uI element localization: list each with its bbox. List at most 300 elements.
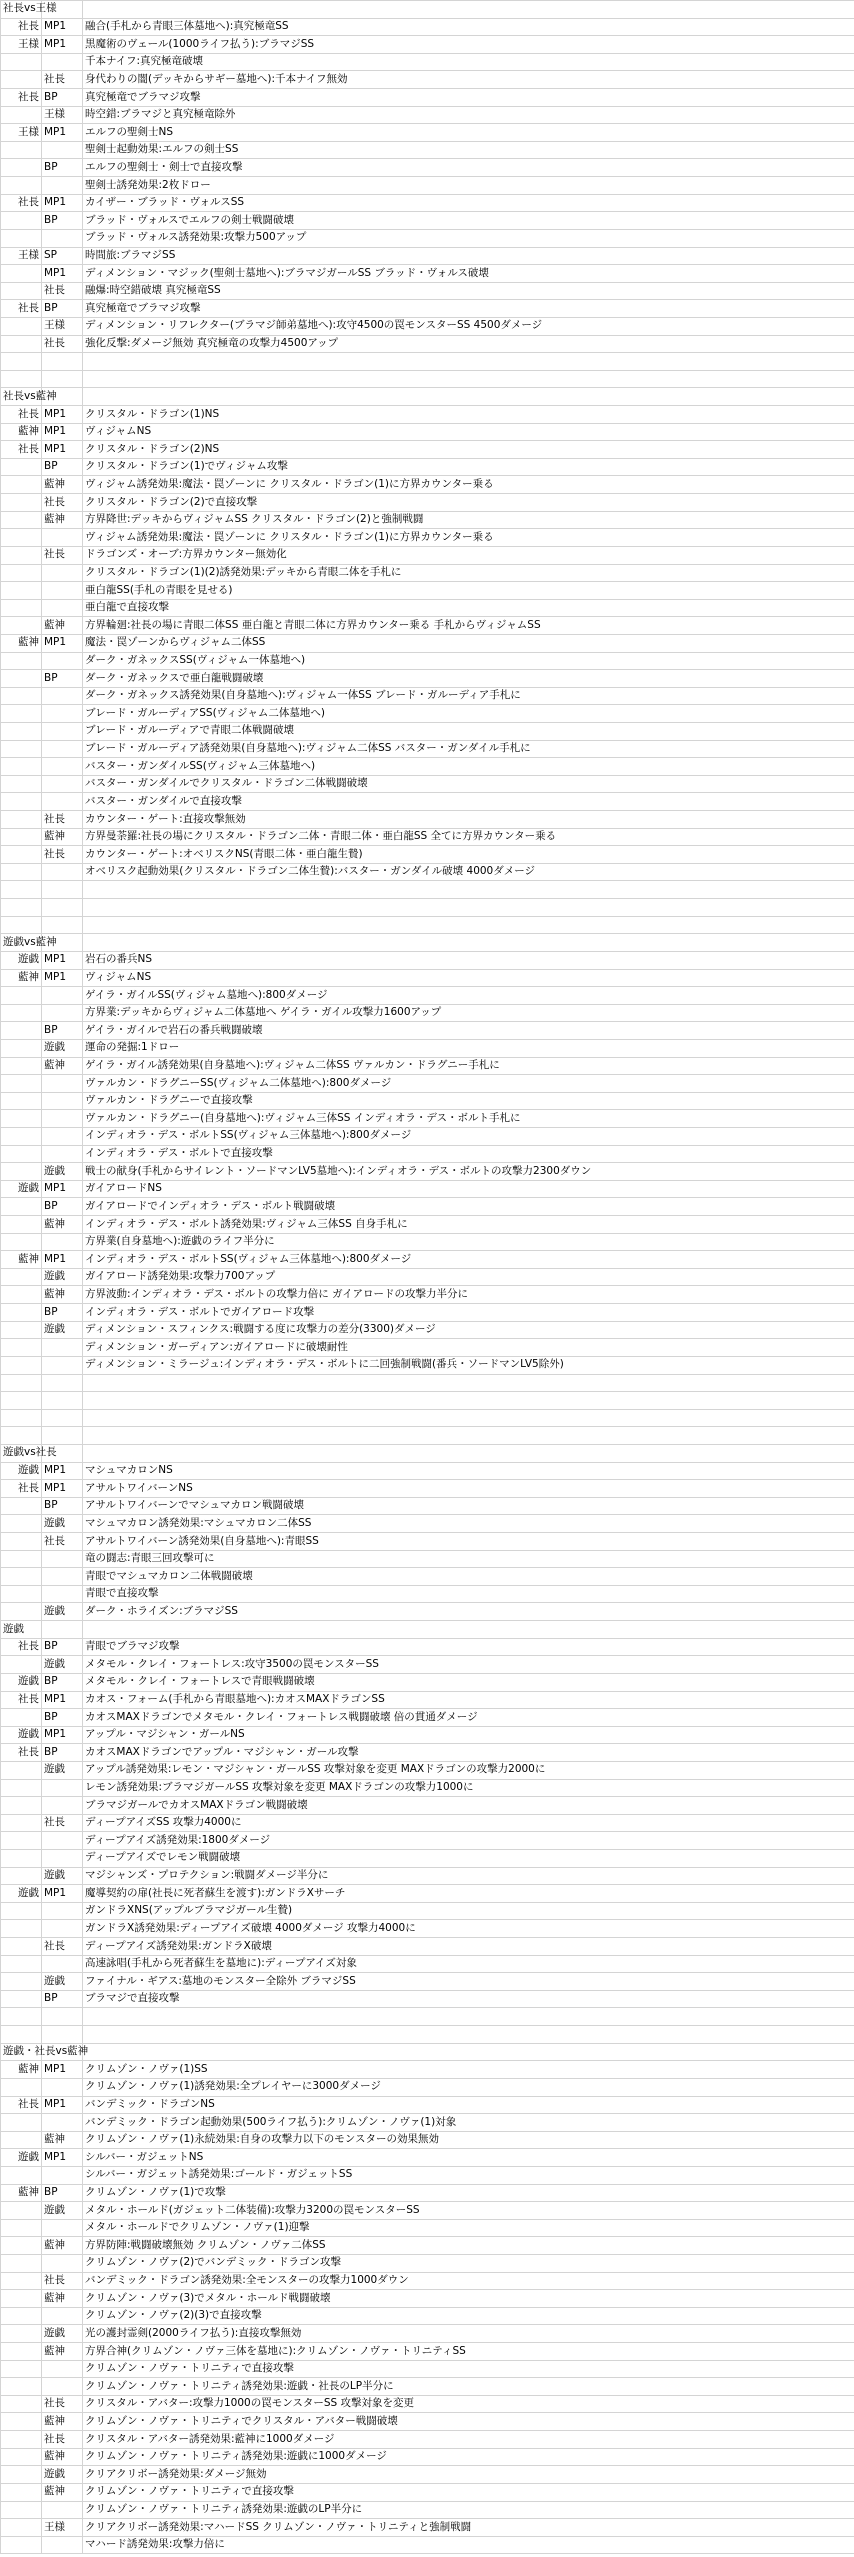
player-cell[interactable]: 社長 — [1, 1480, 42, 1498]
action-cell[interactable]: ゲイラ・ガイル誘発効果(自身墓地へ):ヴィジャム二体SS ヴァルカン・ドラグニー手札に — [83, 1057, 854, 1075]
phase-cell[interactable]: MP1 — [42, 36, 83, 54]
phase-cell[interactable]: MP1 — [42, 1251, 83, 1269]
player-cell[interactable] — [1, 2413, 42, 2431]
action-cell[interactable]: 岩石の番兵NS — [83, 951, 854, 969]
action-cell[interactable]: クリスタル・ドラゴン(2)NS — [83, 441, 854, 459]
player-cell[interactable]: 藍神 — [1, 634, 42, 652]
action-cell[interactable]: ダーク・ホライズン:ブラマジSS — [83, 1603, 854, 1621]
phase-cell[interactable] — [42, 2501, 83, 2519]
phase-cell[interactable]: 遊戯 — [42, 1515, 83, 1533]
action-cell[interactable]: マシュマカロンNS — [83, 1462, 854, 1480]
player-cell[interactable]: 社長 — [1, 194, 42, 212]
phase-cell[interactable] — [42, 1356, 83, 1374]
action-cell[interactable]: メタモル・クレイ・フォートレス:攻守3500の罠モンスターSS — [83, 1656, 854, 1674]
phase-cell[interactable]: 遊戯 — [42, 2202, 83, 2220]
player-cell[interactable] — [1, 2448, 42, 2466]
player-cell[interactable]: 藍神 — [1, 423, 42, 441]
player-cell[interactable]: 社長vs王様 — [1, 1, 42, 19]
player-cell[interactable] — [1, 722, 42, 740]
phase-cell[interactable]: 社長 — [42, 811, 83, 829]
action-cell[interactable]: クリムゾン・ノヴァ(3)でメタル・ホールド戦闘破壊 — [83, 2290, 854, 2308]
player-cell[interactable] — [1, 1797, 42, 1815]
player-cell[interactable]: 王様 — [1, 36, 42, 54]
player-cell[interactable] — [1, 1515, 42, 1533]
action-cell[interactable]: ダーク・ガネックスSS(ヴィジャム一体墓地へ) — [83, 652, 854, 670]
phase-cell[interactable] — [42, 2255, 83, 2273]
action-cell[interactable]: ディープアイズSS 攻撃力4000に — [83, 1814, 854, 1832]
phase-cell[interactable] — [42, 1233, 83, 1251]
phase-cell[interactable]: MP1 — [42, 265, 83, 283]
player-cell[interactable] — [1, 335, 42, 353]
player-cell[interactable] — [1, 2255, 42, 2273]
player-cell[interactable] — [1, 2307, 42, 2325]
player-cell[interactable] — [1, 564, 42, 582]
player-cell[interactable] — [1, 529, 42, 547]
phase-cell[interactable]: MP1 — [42, 1180, 83, 1198]
phase-cell[interactable]: 社長 — [42, 1814, 83, 1832]
player-cell[interactable] — [1, 828, 42, 846]
player-cell[interactable] — [1, 1216, 42, 1234]
phase-cell[interactable] — [42, 2307, 83, 2325]
player-cell[interactable] — [1, 2166, 42, 2184]
phase-cell[interactable]: MP1 — [42, 441, 83, 459]
action-cell[interactable]: インディオラ・デス・ボルトで直接攻撃 — [83, 1145, 854, 1163]
action-cell[interactable]: シルバー・ガジェット誘発効果:ゴールド・ガジェットSS — [83, 2166, 854, 2184]
player-cell[interactable] — [1, 1585, 42, 1603]
phase-cell[interactable]: 社長 — [42, 2272, 83, 2290]
player-cell[interactable]: 遊戯 — [1, 1726, 42, 1744]
phase-cell[interactable] — [42, 652, 83, 670]
phase-cell[interactable] — [42, 2026, 83, 2044]
player-cell[interactable] — [1, 2395, 42, 2413]
player-cell[interactable] — [1, 1128, 42, 1146]
action-cell[interactable]: ヴィジャム誘発効果:魔法・罠ゾーンに クリスタル・ドラゴン(1)に方界カウンター乗る — [83, 476, 854, 494]
phase-cell[interactable]: 社長 — [42, 546, 83, 564]
action-cell[interactable]: ヴィジャム誘発効果:魔法・罠ゾーンに クリスタル・ドラゴン(1)に方界カウンター乗る — [83, 529, 854, 547]
player-cell[interactable]: 社長 — [1, 300, 42, 318]
action-cell[interactable] — [83, 2008, 854, 2026]
action-cell[interactable]: カオス・フォーム(手札から青眼墓地へ):カオスMAXドラゴンSS — [83, 1691, 854, 1709]
action-cell[interactable]: クリスタル・ドラゴン(2)で直接攻撃 — [83, 494, 854, 512]
player-cell[interactable] — [1, 458, 42, 476]
phase-cell[interactable] — [42, 529, 83, 547]
action-cell[interactable]: 青眼でブラマジ攻撃 — [83, 1638, 854, 1656]
action-cell[interactable]: クリムゾン・ノヴァ(1)SS — [83, 2061, 854, 2079]
player-cell[interactable] — [1, 1004, 42, 1022]
player-cell[interactable] — [1, 1022, 42, 1040]
phase-cell[interactable] — [42, 1427, 83, 1445]
phase-cell[interactable] — [42, 1128, 83, 1146]
action-cell[interactable]: アサルトワイバーンでマシュマカロン戦闘破壊 — [83, 1497, 854, 1515]
action-cell[interactable]: 方界合神(クリムゾン・ノヴァ三体を墓地に):クリムゾン・ノヴァ・トリニティSS — [83, 2343, 854, 2361]
action-cell[interactable]: カオスMAXドラゴンでメタモル・クレイ・フォートレス戦闘破壊 倍の貫通ダメージ — [83, 1709, 854, 1727]
action-cell[interactable]: クリムゾン・ノヴァ(1)誘発効果:全プレイヤーに3000ダメージ — [83, 2078, 854, 2096]
player-cell[interactable] — [1, 1550, 42, 1568]
phase-cell[interactable]: 王様 — [42, 2519, 83, 2537]
player-cell[interactable] — [1, 141, 42, 159]
phase-cell[interactable] — [42, 2008, 83, 2026]
player-cell[interactable] — [1, 1656, 42, 1674]
action-cell[interactable]: メタモル・クレイ・フォートレスで青眼戦闘破壊 — [83, 1673, 854, 1691]
action-cell[interactable]: クリアクリボー誘発効果:マハードSS クリムゾン・ノヴァ・トリニティと強制戦闘 — [83, 2519, 854, 2537]
action-cell[interactable]: 亜白龍SS(手札の青眼を見せる) — [83, 582, 854, 600]
action-cell[interactable]: バスター・ガンダイルSS(ヴィジャム三体墓地へ) — [83, 758, 854, 776]
phase-cell[interactable]: 遊戯 — [42, 1268, 83, 1286]
phase-cell[interactable]: BP — [42, 300, 83, 318]
player-cell[interactable] — [1, 916, 42, 934]
phase-cell[interactable] — [42, 687, 83, 705]
action-cell[interactable]: クリムゾン・ノヴァ(1)永続効果:自身の攻撃力以下のモンスターの効果無効 — [83, 2131, 854, 2149]
player-cell[interactable]: 遊戯 — [1, 1180, 42, 1198]
action-cell[interactable]: クリムゾン・ノヴァ・トリニティで直接攻撃 — [83, 2360, 854, 2378]
phase-cell[interactable]: 社長 — [42, 846, 83, 864]
player-cell[interactable]: 社長 — [1, 1691, 42, 1709]
player-cell[interactable]: 藍神 — [1, 2061, 42, 2079]
player-cell[interactable] — [1, 511, 42, 529]
player-cell[interactable] — [1, 617, 42, 635]
phase-cell[interactable] — [42, 564, 83, 582]
player-cell[interactable]: 社長 — [1, 1638, 42, 1656]
phase-cell[interactable] — [42, 758, 83, 776]
phase-cell[interactable]: 藍神 — [42, 1286, 83, 1304]
action-cell[interactable]: バスター・ガンダイルでクリスタル・ドラゴン二体戦闘破壊 — [83, 775, 854, 793]
player-cell[interactable] — [1, 2202, 42, 2220]
player-cell[interactable] — [1, 1709, 42, 1727]
phase-cell[interactable]: 藍神 — [42, 2343, 83, 2361]
player-cell[interactable] — [1, 846, 42, 864]
action-cell[interactable]: 融合(手札から青眼三体墓地へ):真究極竜SS — [83, 18, 854, 36]
phase-cell[interactable]: MP1 — [42, 18, 83, 36]
phase-cell[interactable]: MP1 — [42, 1480, 83, 1498]
phase-cell[interactable]: BP — [42, 458, 83, 476]
action-cell[interactable]: ゲイラ・ガイルで岩石の番兵戦闘破壊 — [83, 1022, 854, 1040]
action-cell[interactable]: ブレード・ガルーディア誘発効果(自身墓地へ):ヴィジャム二体SS バスター・ガンダイル手札に — [83, 740, 854, 758]
player-cell[interactable]: 社長 — [1, 18, 42, 36]
phase-cell[interactable]: 藍神 — [42, 2131, 83, 2149]
phase-cell[interactable]: MP1 — [42, 2061, 83, 2079]
action-cell[interactable]: ガイアロード誘発効果:攻撃力700アップ — [83, 1268, 854, 1286]
phase-cell[interactable]: MP1 — [42, 2149, 83, 2167]
player-cell[interactable] — [1, 1568, 42, 1586]
action-cell[interactable]: クリスタル・ドラゴン(1)NS — [83, 406, 854, 424]
action-cell[interactable]: エルフの聖剣士NS — [83, 124, 854, 142]
action-cell[interactable]: クリスタル・ドラゴン(1)(2)誘発効果:デッキから青眼二体を手札に — [83, 564, 854, 582]
phase-cell[interactable]: 遊戯 — [42, 1761, 83, 1779]
action-cell[interactable] — [83, 353, 854, 371]
phase-cell[interactable]: MP1 — [42, 1691, 83, 1709]
phase-cell[interactable]: 遊戯 — [42, 2325, 83, 2343]
player-cell[interactable] — [1, 899, 42, 917]
phase-cell[interactable]: BP — [42, 1198, 83, 1216]
phase-cell[interactable] — [42, 740, 83, 758]
player-cell[interactable] — [1, 1867, 42, 1885]
phase-cell[interactable]: MP1 — [42, 423, 83, 441]
action-cell[interactable]: インディオラ・デス・ボルトSS(ヴィジャム三体墓地へ):800ダメージ — [83, 1128, 854, 1146]
action-cell[interactable]: 黒魔術のヴェール(1000ライフ払う):ブラマジSS — [83, 36, 854, 54]
action-cell[interactable] — [83, 916, 854, 934]
player-cell[interactable] — [1, 2272, 42, 2290]
phase-cell[interactable] — [42, 1779, 83, 1797]
action-cell[interactable] — [83, 1392, 854, 1410]
action-cell[interactable] — [83, 881, 854, 899]
action-cell[interactable]: バンデミック・ドラゴン誘発効果:全モンスターの攻撃力1000ダウン — [83, 2272, 854, 2290]
player-cell[interactable] — [1, 2325, 42, 2343]
player-cell[interactable] — [1, 53, 42, 71]
player-cell[interactable] — [1, 1497, 42, 1515]
phase-cell[interactable] — [42, 775, 83, 793]
action-cell[interactable]: 竜の闘志:青眼三回攻撃可に — [83, 1550, 854, 1568]
player-cell[interactable] — [1, 2131, 42, 2149]
action-cell[interactable]: ディメンション・リフレクター(ブラマジ師弟墓地へ):攻守4500の罠モンスターSS 4500ダメージ — [83, 317, 854, 335]
player-cell[interactable] — [1, 2519, 42, 2537]
player-cell[interactable] — [1, 212, 42, 230]
phase-cell[interactable]: BP — [42, 1709, 83, 1727]
action-cell[interactable]: クリムゾン・ノヴァ・トリニティ誘発効果:遊戯・社長のLP半分に — [83, 2378, 854, 2396]
phase-cell[interactable]: 社長 — [42, 71, 83, 89]
player-cell[interactable] — [1, 1603, 42, 1621]
action-cell[interactable]: オベリスク起動効果(クリスタル・ドラゴン二体生贄):バスター・ガンダイル破壊 4000ダメージ — [83, 863, 854, 881]
action-cell[interactable]: アサルトワイバーンNS — [83, 1480, 854, 1498]
phase-cell[interactable] — [42, 1374, 83, 1392]
phase-cell[interactable]: BP — [42, 1304, 83, 1322]
phase-cell[interactable]: 藍神 — [42, 2290, 83, 2308]
player-cell[interactable]: 社長 — [1, 89, 42, 107]
player-cell[interactable] — [1, 758, 42, 776]
player-cell[interactable] — [1, 1779, 42, 1797]
action-cell[interactable] — [83, 2026, 854, 2044]
phase-cell[interactable] — [42, 582, 83, 600]
player-cell[interactable] — [1, 1057, 42, 1075]
phase-cell[interactable] — [42, 353, 83, 371]
action-cell[interactable]: インディオラ・デス・ボルト誘発効果:ヴィジャム三体SS 自身手札に — [83, 1216, 854, 1234]
player-cell[interactable] — [1, 546, 42, 564]
phase-cell[interactable] — [42, 1409, 83, 1427]
phase-cell[interactable] — [42, 1568, 83, 1586]
phase-cell[interactable] — [42, 2536, 83, 2554]
player-cell[interactable]: 社長 — [1, 2096, 42, 2114]
action-cell[interactable]: ディープアイズ誘発効果:ガンドラX破壊 — [83, 1938, 854, 1956]
action-cell[interactable]: ヴィジャムNS — [83, 969, 854, 987]
action-cell[interactable] — [83, 934, 854, 952]
action-cell[interactable]: クリムゾン・ノヴァ(2)(3)で直接攻撃 — [83, 2307, 854, 2325]
action-cell[interactable]: 真究極竜でブラマジ攻撃 — [83, 300, 854, 318]
action-cell[interactable]: ディメンション・ガーディアン:ガイアロードに破壊耐性 — [83, 1339, 854, 1357]
phase-cell[interactable]: 社長 — [42, 1938, 83, 1956]
action-cell[interactable]: ブラマジで直接攻撃 — [83, 1990, 854, 2008]
action-cell[interactable]: 亜白龍で直接攻撃 — [83, 599, 854, 617]
player-cell[interactable] — [1, 1092, 42, 1110]
player-cell[interactable] — [1, 494, 42, 512]
player-cell[interactable] — [1, 1339, 42, 1357]
action-cell[interactable]: クリムゾン・ノヴァ(2)でバンデミック・ドラゴン攻撃 — [83, 2255, 854, 2273]
phase-cell[interactable]: 社長 — [42, 494, 83, 512]
action-cell[interactable]: 方界業(自身墓地へ):遊戯のライフ半分に — [83, 1233, 854, 1251]
phase-cell[interactable] — [42, 141, 83, 159]
player-cell[interactable] — [1, 106, 42, 124]
action-cell[interactable]: バンデミック・ドラゴン起動効果(500ライフ払う):クリムゾン・ノヴァ(1)対象 — [83, 2114, 854, 2132]
player-cell[interactable] — [1, 159, 42, 177]
player-cell[interactable] — [1, 2483, 42, 2501]
action-cell[interactable]: シルバー・ガジェットNS — [83, 2149, 854, 2167]
action-cell[interactable]: 運命の発掘:1ドロー — [83, 1039, 854, 1057]
phase-cell[interactable] — [42, 1797, 83, 1815]
action-cell[interactable]: エルフの聖剣士・剣士で直接攻撃 — [83, 159, 854, 177]
action-cell[interactable]: ブラマジガールでカオスMAXドラゴン戦闘破壊 — [83, 1797, 854, 1815]
action-cell[interactable]: マジシャンズ・プロテクション:戦闘ダメージ半分に — [83, 1867, 854, 1885]
phase-cell[interactable]: 藍神 — [42, 1216, 83, 1234]
action-cell[interactable] — [83, 899, 854, 917]
phase-cell[interactable] — [42, 2166, 83, 2184]
phase-cell[interactable] — [42, 1110, 83, 1128]
action-cell[interactable]: 時空錯:ブラマジと真究極竜除外 — [83, 106, 854, 124]
player-cell[interactable] — [1, 1374, 42, 1392]
phase-cell[interactable] — [42, 177, 83, 195]
phase-cell[interactable]: MP1 — [42, 1885, 83, 1903]
action-cell[interactable]: 青眼で直接攻撃 — [83, 1585, 854, 1603]
player-cell[interactable] — [1, 1145, 42, 1163]
player-cell[interactable] — [1, 2114, 42, 2132]
phase-cell[interactable] — [42, 2219, 83, 2237]
phase-cell[interactable]: MP1 — [42, 194, 83, 212]
phase-cell[interactable]: 遊戯 — [42, 1321, 83, 1339]
player-cell[interactable] — [1, 2219, 42, 2237]
player-cell[interactable] — [1, 863, 42, 881]
phase-cell[interactable] — [42, 1920, 83, 1938]
action-cell[interactable]: 聖剣士起動効果:エルフの剣士SS — [83, 141, 854, 159]
player-cell[interactable] — [1, 1110, 42, 1128]
phase-cell[interactable] — [42, 370, 83, 388]
player-cell[interactable] — [1, 2378, 42, 2396]
action-cell[interactable]: メタル・ホールドでクリムゾン・ノヴァ(1)迎撃 — [83, 2219, 854, 2237]
player-cell[interactable] — [1, 1392, 42, 1410]
phase-cell[interactable]: MP1 — [42, 969, 83, 987]
action-cell[interactable]: 高速詠唱(手札から死者蘇生を墓地に):ディープアイズ対象 — [83, 1955, 854, 1973]
phase-cell[interactable]: MP1 — [42, 634, 83, 652]
action-cell[interactable] — [83, 388, 854, 406]
action-cell[interactable]: カウンター・ゲート:オベリスクNS(青眼二体・亜白龍生贄) — [83, 846, 854, 864]
phase-cell[interactable]: BP — [42, 1638, 83, 1656]
phase-cell[interactable]: 遊戯 — [42, 1039, 83, 1057]
phase-cell[interactable]: 社長 — [42, 335, 83, 353]
action-cell[interactable]: 融爆:時空錯破壊 真究極竜SS — [83, 282, 854, 300]
player-cell[interactable]: 社長 — [1, 1744, 42, 1762]
action-cell[interactable]: 聖剣士誘発効果:2枚ドロー — [83, 177, 854, 195]
player-cell[interactable]: 社長 — [1, 406, 42, 424]
action-cell[interactable]: クリムゾン・ノヴァ(1)で攻撃 — [83, 2184, 854, 2202]
action-cell[interactable]: 魔導契約の扉(社長に死者蘇生を渡す):ガンドラXサーチ — [83, 1885, 854, 1903]
action-cell[interactable]: クリムゾン・ノヴァ・トリニティでクリスタル・アバター戦闘破壊 — [83, 2413, 854, 2431]
player-cell[interactable] — [1, 1198, 42, 1216]
phase-cell[interactable]: MP1 — [42, 124, 83, 142]
phase-cell[interactable]: MP1 — [42, 1462, 83, 1480]
phase-cell[interactable]: 藍神 — [42, 1057, 83, 1075]
player-cell[interactable] — [1, 1832, 42, 1850]
phase-cell[interactable] — [42, 1145, 83, 1163]
player-cell[interactable] — [1, 599, 42, 617]
player-cell[interactable] — [1, 1902, 42, 1920]
player-cell[interactable]: 遊戯 — [1, 951, 42, 969]
action-cell[interactable]: インディオラ・デス・ボルトでガイアロード攻撃 — [83, 1304, 854, 1322]
player-cell[interactable] — [1, 2078, 42, 2096]
action-cell[interactable]: ガンドラX誘発効果:ディープアイズ破壊 4000ダメージ 攻撃力4000に — [83, 1920, 854, 1938]
phase-cell[interactable]: BP — [42, 1022, 83, 1040]
action-cell[interactable]: クリスタル・アバター:攻撃力1000の罠モンスターSS 攻撃対象を変更 — [83, 2395, 854, 2413]
action-cell[interactable]: ディープアイズでレモン戦闘破壊 — [83, 1849, 854, 1867]
player-cell[interactable] — [1, 1814, 42, 1832]
action-cell[interactable]: ダーク・ガネックス誘発効果(自身墓地へ):ヴィジャム一体SS ブレード・ガルーディア手札に — [83, 687, 854, 705]
player-cell[interactable] — [1, 1039, 42, 1057]
player-cell[interactable] — [1, 775, 42, 793]
phase-cell[interactable] — [42, 1902, 83, 1920]
action-cell[interactable]: ファイナル・ギアス:墓地のモンスター全除外 ブラマジSS — [83, 1973, 854, 1991]
player-cell[interactable] — [1, 1973, 42, 1991]
phase-cell[interactable]: BP — [42, 89, 83, 107]
action-cell[interactable]: アップル誘発効果:レモン・マジシャン・ガールSS 攻撃対象を変更 MAXドラゴンの攻撃力2000に — [83, 1761, 854, 1779]
player-cell[interactable] — [1, 1321, 42, 1339]
player-cell[interactable] — [1, 582, 42, 600]
player-cell[interactable]: 藍神 — [1, 2184, 42, 2202]
phase-cell[interactable] — [42, 916, 83, 934]
player-cell[interactable] — [1, 265, 42, 283]
action-cell[interactable] — [83, 1, 854, 19]
action-cell[interactable]: 真究極竜でブラマジ攻撃 — [83, 89, 854, 107]
phase-cell[interactable] — [42, 1621, 83, 1639]
player-cell[interactable] — [1, 793, 42, 811]
action-cell[interactable]: 強化反撃:ダメージ無効 真究極竜の攻撃力4500アップ — [83, 335, 854, 353]
action-cell[interactable]: マシュマカロン誘発効果:マシュマカロン二体SS — [83, 1515, 854, 1533]
phase-cell[interactable]: 藍神 — [42, 476, 83, 494]
phase-cell[interactable]: 藍神 — [42, 617, 83, 635]
phase-cell[interactable]: 藍神 — [42, 828, 83, 846]
player-cell[interactable] — [1, 1233, 42, 1251]
phase-cell[interactable]: BP — [42, 1744, 83, 1762]
action-cell[interactable]: ヴィジャムNS — [83, 423, 854, 441]
phase-cell[interactable]: MP1 — [42, 406, 83, 424]
phase-cell[interactable]: 遊戯 — [42, 1163, 83, 1181]
phase-cell[interactable]: 王様 — [42, 317, 83, 335]
player-cell[interactable] — [1, 1920, 42, 1938]
action-cell[interactable]: バンデミック・ドラゴンNS — [83, 2096, 854, 2114]
player-cell[interactable] — [1, 317, 42, 335]
player-cell[interactable] — [1, 2431, 42, 2449]
phase-cell[interactable] — [42, 229, 83, 247]
phase-cell[interactable]: 王様 — [42, 106, 83, 124]
phase-cell[interactable] — [42, 599, 83, 617]
phase-cell[interactable] — [42, 2360, 83, 2378]
phase-cell[interactable] — [42, 899, 83, 917]
player-cell[interactable]: 藍神 — [1, 969, 42, 987]
player-cell[interactable] — [1, 71, 42, 89]
action-cell[interactable] — [83, 1444, 854, 1462]
player-cell[interactable]: 王様 — [1, 247, 42, 265]
phase-cell[interactable] — [42, 1075, 83, 1093]
player-cell[interactable] — [1, 2343, 42, 2361]
phase-cell[interactable]: 社長 — [42, 282, 83, 300]
player-cell[interactable]: 遊戯 — [1, 1673, 42, 1691]
player-cell[interactable] — [1, 229, 42, 247]
action-cell[interactable]: ディメンション・マジック(聖剣士墓地へ):ブラマジガールSS ブラッド・ヴォルス破壊 — [83, 265, 854, 283]
phase-cell[interactable] — [42, 2378, 83, 2396]
action-cell[interactable]: クリスタル・ドラゴン(1)でヴィジャム攻撃 — [83, 458, 854, 476]
player-cell[interactable] — [1, 1163, 42, 1181]
action-cell[interactable]: ガンドラXNS(アップルブラマジガール生贄) — [83, 1902, 854, 1920]
phase-cell[interactable] — [42, 53, 83, 71]
player-cell[interactable] — [1, 353, 42, 371]
action-cell[interactable]: アップル・マジシャン・ガールNS — [83, 1726, 854, 1744]
phase-cell[interactable]: SP — [42, 247, 83, 265]
phase-cell[interactable]: 藍神 — [42, 2448, 83, 2466]
phase-cell[interactable] — [42, 722, 83, 740]
